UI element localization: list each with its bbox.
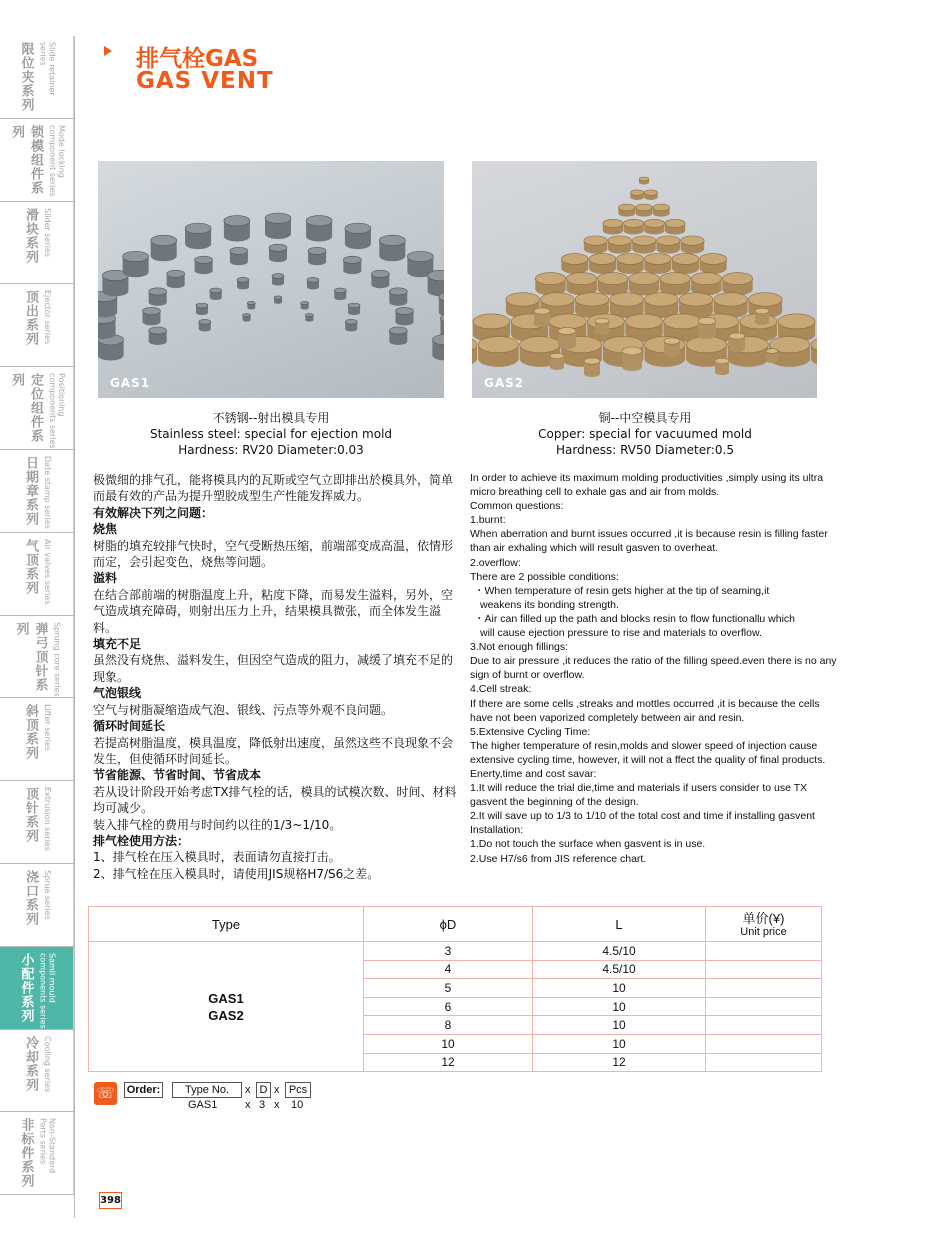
sidebar-item-label-en: Sprung core series (52, 621, 62, 697)
zh-paragraph: 在结合部前端的树脂温度上升，粘度下降，而易发生溢料，另外，空气造成填充障碍，则射出压力上升，结果模具微张，而全体发生溢料。 (93, 587, 454, 635)
sidebar-item[interactable] (0, 1030, 74, 1113)
gas1-caption-zh: 不锈钢--射出模具专用 (212, 411, 330, 425)
sidebar-item-label-en: Samll mould components series (38, 952, 57, 1029)
sidebar-item-label-zh: 锁模组件系列 (9, 124, 43, 195)
sidebar-item-label-zh: 弹弓顶针系列 (13, 621, 48, 692)
copper-vents-illustration (472, 161, 817, 398)
sidebar-item-label-en: Positioning components series (48, 373, 66, 449)
zh-heading: 循环时间延长 (93, 719, 166, 734)
order-example-sep: x (274, 1099, 280, 1111)
sidebar-item-label-zh: 日期章系列 (23, 455, 38, 526)
length-cell: 10 (533, 979, 706, 998)
gas2-photo-label: GAS2 (484, 376, 525, 390)
zh-paragraph: 极微细的排气孔，能将模具内的瓦斯或空气立即排出於模具外，简单而最有效的产品为提升塑胶成型生产性能发挥威力。 (93, 473, 454, 504)
zh-paragraph: 空气与树脂凝缩造成气泡、银线、污点等外观不良问题。 (93, 702, 394, 717)
order-label: Order: (124, 1082, 163, 1098)
en-paragraph: There are 2 possible conditions: (470, 570, 619, 583)
sidebar-item-label-zh: 限位夹系列 (18, 42, 34, 112)
zh-paragraph: 虽然没有烧焦、溢料发生，但因空气造成的阻力，减缓了填充不足的现象。 (93, 653, 454, 684)
sidebar-item[interactable] (0, 616, 74, 699)
zh-heading: 有效解决下列之问题： (93, 505, 214, 520)
sidebar-item-label-en: Slide retainer series (38, 42, 57, 96)
table-header-row (89, 907, 822, 942)
title-arrow-icon (104, 46, 112, 56)
en-paragraph: 2.Use H7/s6 from JIS reference chart. (470, 852, 647, 865)
length-cell: 10 (533, 1016, 706, 1035)
sidebar-item-label-zh: 浇口系列 (23, 869, 38, 926)
diameter-cell: 12 (364, 1053, 533, 1072)
series-sidebar (0, 36, 75, 1218)
price-cell (706, 960, 822, 979)
sidebar-item[interactable] (0, 1112, 74, 1195)
description-zh (93, 472, 463, 882)
en-paragraph: weakens its bonding strength. (480, 598, 619, 611)
sidebar-item-label-zh: 定位组件系列 (9, 373, 43, 444)
diameter-cell: 5 (364, 979, 533, 998)
sidebar-item-label-zh: 非标件系列 (18, 1118, 34, 1189)
gas1-photo-label: GAS1 (110, 376, 151, 390)
en-paragraph: 1.It will reduce the trial die,time and materials if users consider to use TX gasvent the beginning of the design. (470, 782, 808, 809)
gas2-caption-en: Copper: special for vacuumed mold (538, 427, 752, 441)
price-cell (706, 1053, 822, 1072)
zh-heading: 溢料 (93, 571, 118, 586)
en-paragraph: If there are some cells ,streaks and mottles occurred ,it is because the cells have not been vaporized completely between air and resin. (470, 697, 820, 724)
col-header-type: Type (89, 907, 364, 942)
en-paragraph: ・When temperature of resin gets higher at the tip of seaming,it (474, 584, 770, 597)
gas1-caption-en: Stainless steel: special for ejection mold (149, 427, 393, 441)
sidebar-item-label-en: Non-Standard Parts series (38, 1118, 57, 1174)
sidebar-item-label-zh: 冷却系列 (23, 1035, 38, 1092)
length-cell: 10 (533, 997, 706, 1016)
type-gas1: GAS1 (208, 990, 244, 1006)
zh-heading: 排气栓使用方法： (93, 833, 190, 848)
type-cell (89, 942, 364, 1072)
length-cell: 4.5/10 (533, 942, 706, 961)
gas2-spec: Hardness: RV50 Diameter:0.5 (556, 443, 734, 457)
gas2-caption-zh: 铜--中空模具专用 (598, 411, 692, 425)
price-cell (706, 979, 822, 998)
page-number: 398 (99, 1192, 122, 1209)
diameter-cell: 10 (364, 1034, 533, 1053)
sidebar-item[interactable] (0, 864, 74, 947)
gas1-photo (98, 161, 444, 398)
price-cell (706, 942, 822, 961)
price-header-en: Unit price (740, 925, 787, 938)
sidebar-item-label-en: Mode locking component series (48, 124, 66, 197)
sidebar-item-label-zh: 顶出系列 (23, 290, 38, 347)
length-cell: 12 (533, 1053, 706, 1072)
diameter-cell: 3 (364, 942, 533, 961)
zh-paragraph: 若从设计阶段开始考虑TX排气栓的话，模具的试模次数、时间、材料均可减少。 (93, 784, 457, 816)
diameter-cell: 8 (364, 1016, 533, 1035)
zh-paragraph: 2、排气栓在压入模具时，请使用JIS规格H7/S6之差。 (93, 866, 380, 881)
sidebar-item[interactable] (0, 119, 74, 202)
en-paragraph: When aberration and burnt issues occurred ,it is because resin is filling faster than air exhaling which will result gasven to overheat. (470, 528, 828, 555)
sidebar-item-label-en: Air valves series (43, 538, 52, 605)
sidebar-item-label-en: Slider series (43, 207, 52, 257)
sidebar-item-label-zh: 顶针系列 (23, 787, 38, 844)
sidebar-item[interactable] (0, 947, 74, 1030)
en-paragraph: Enerty,time and cost savar: (470, 767, 597, 780)
order-field-d: D (256, 1082, 271, 1098)
price-cell (706, 997, 822, 1016)
sidebar-item[interactable] (0, 367, 74, 450)
length-cell: 4.5/10 (533, 960, 706, 979)
en-paragraph: 2.overflow: (470, 556, 521, 569)
diameter-cell: 4 (364, 960, 533, 979)
sidebar-item-label-en: Cooling series (43, 1035, 52, 1092)
diameter-cell: 6 (364, 997, 533, 1016)
sidebar-item[interactable] (0, 781, 74, 864)
sidebar-item-label-zh: 气顶系列 (23, 538, 38, 595)
zh-paragraph: 1、排气栓在压入模具时，表面请勿直接打击。 (93, 850, 341, 865)
price-header-zh: 单价(¥) (742, 910, 785, 926)
gas1-spec: Hardness: RV20 Diameter:0.03 (178, 443, 364, 457)
order-field-pcs: Pcs (285, 1082, 311, 1098)
page-title-en: GAS VENT (136, 68, 274, 94)
page-title-zh: 排气栓GAS (136, 46, 259, 72)
order-example-type: GAS1 (188, 1099, 218, 1111)
order-example-d: 3 (259, 1099, 266, 1111)
description-en (470, 471, 842, 866)
gas1-caption (98, 410, 444, 458)
sidebar-item-label-en: Date stamp series (43, 455, 52, 529)
order-sep: x (245, 1084, 251, 1096)
sidebar-item-label-en: Lifter series (43, 704, 52, 752)
phone-order-icon: ☏ (94, 1082, 117, 1105)
en-paragraph: ・Air can filled up the path and blocks resin to flow functionallu which (474, 612, 796, 625)
zh-paragraph: 装入排气栓的费用与时间约以往的1/3~1/10。 (93, 817, 342, 832)
sidebar-item[interactable] (0, 202, 74, 285)
order-field-type: Type No. (172, 1082, 242, 1098)
spec-table (88, 906, 822, 1072)
steel-vents-illustration (98, 161, 444, 398)
zh-heading: 填充不足 (93, 637, 142, 652)
en-paragraph: 4.Cell streak: (470, 683, 532, 696)
en-paragraph: 3.Not enough fillings: (470, 641, 569, 654)
en-paragraph: Common questions: (470, 500, 564, 513)
price-cell (706, 1034, 822, 1053)
sidebar-item[interactable] (0, 698, 74, 781)
sidebar-item[interactable] (0, 450, 74, 533)
gas2-photo (472, 161, 817, 398)
en-paragraph: The higher temperature of resin,molds and slower speed of injection cause extensive cycling time, however, it will not a ffect the quality of final products. (470, 739, 826, 766)
en-paragraph: Due to air pressure ,it reduces the ratio of the filling speed.even there is no any sign of burnt or overflow. (470, 655, 837, 682)
zh-paragraph: 树脂的填充较排气快时，空气受断热压缩，前端部变成高温，依情形而定，会引起变色，烧焦等问题。 (93, 538, 454, 570)
type-gas2: GAS2 (208, 1007, 244, 1023)
en-paragraph: Installation: (470, 824, 524, 837)
price-cell (706, 1016, 822, 1035)
zh-heading: 烧焦 (93, 522, 118, 537)
sidebar-item[interactable] (0, 36, 74, 119)
order-example-pcs: 10 (291, 1099, 304, 1111)
col-header-length: L (533, 907, 706, 942)
zh-heading: 节省能源、节省时间、节省成本 (93, 768, 262, 783)
length-cell: 10 (533, 1034, 706, 1053)
col-header-price (706, 907, 822, 942)
gas2-caption (472, 410, 818, 458)
sidebar-item-label-zh: 斜顶系列 (23, 704, 38, 761)
sidebar-item-label-en: Ejector series (43, 290, 52, 345)
en-paragraph: 1.burnt: (470, 514, 506, 527)
en-paragraph: In order to achieve its maximum molding productivities ,simply using its ultra micro breathing cell to exhale gas and air from molds. (470, 472, 824, 499)
col-header-diameter: ϕD (364, 907, 533, 942)
sidebar-item-label-en: Extrusion series (43, 787, 52, 852)
sidebar-item-label-en: Sprue series (43, 869, 52, 920)
en-paragraph: 2.It will save up to 1/3 to 1/10 of the total cost and time if installing gasvent (470, 810, 815, 823)
sidebar-item[interactable] (0, 533, 74, 616)
sidebar-item-label-zh: 滑块系列 (23, 207, 38, 264)
table-row (89, 942, 822, 961)
sidebar-item[interactable] (0, 284, 74, 367)
order-sep: x (274, 1084, 280, 1096)
sidebar-item-label-zh: 小配件系列 (18, 952, 34, 1023)
zh-heading: 气泡银线 (93, 686, 142, 701)
zh-paragraph: 若提高树脂温度，模具温度，降低射出速度，虽然这些不良现象不会发生，但使循环时间延长。 (93, 735, 454, 766)
en-paragraph: 5.Extensive Cycling Time: (470, 725, 591, 738)
order-example-sep: x (245, 1099, 251, 1111)
en-paragraph: will cause ejection pressure to rise and materials to overflow. (480, 627, 762, 640)
en-paragraph: 1.Do not touch the surface when gasvent is in use. (470, 838, 706, 851)
